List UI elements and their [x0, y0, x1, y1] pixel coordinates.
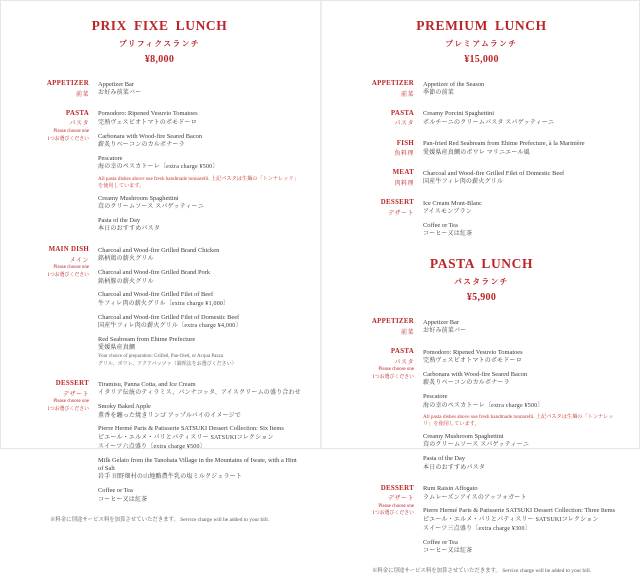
menu-section	[342, 169, 621, 192]
section-label-en: DESSERT	[55, 380, 89, 388]
item-name-en: Pan-fried Red Seabream from Ehime Prefecture, à la Marinière	[423, 140, 585, 148]
item-name-ja: 岩手 田野畑村の山地酪農牛乳の塩ミルクジェラート	[98, 474, 243, 481]
item-name-ja: 本日のおすすめパスタ	[98, 226, 161, 233]
item-name-en: Coffee or Tea	[98, 487, 133, 495]
menu-page	[320, 1, 639, 575]
section-label-ja: デザート	[387, 210, 414, 217]
menu-item	[423, 319, 621, 336]
menu-item	[423, 371, 621, 388]
menu-section	[342, 318, 621, 341]
section-label	[17, 110, 98, 239]
menu-item	[423, 507, 621, 534]
menu-item	[423, 393, 621, 410]
section-items	[423, 485, 621, 562]
section-items	[98, 80, 302, 103]
menu-item	[98, 217, 302, 234]
item-name-ja: 海の幸のペスカトーレ〔extra charge ¥500〕	[98, 164, 219, 171]
choose-one-note-en: Please choose one	[53, 128, 89, 134]
item-name-en: Pescatore	[423, 393, 448, 401]
item-name-en: Coffee or Tea	[423, 221, 458, 229]
section-label-en: MEAT	[392, 169, 414, 177]
section-label-en: DESSERT	[380, 199, 414, 207]
item-name-ja: 国産牛フィレ肉の薪火グリル〔extra charge ¥4,000〕	[98, 323, 242, 330]
section-label-ja: パスタ	[394, 121, 414, 128]
item-name-en: Creamy Mushroom Spaghettini	[98, 194, 179, 202]
menu-item	[423, 433, 621, 450]
section-label-en: PASTA	[65, 109, 89, 117]
menu-item	[98, 336, 302, 368]
item-name-en: Charcoal and Wood-fire Grilled Brand Pork	[98, 269, 211, 277]
menu-section	[17, 380, 302, 509]
section-label	[17, 80, 98, 103]
item-name-ja: 季節の前菜	[423, 90, 455, 96]
item-name-en: Pomodoro: Ripened Vesuvio Tomatoes	[423, 348, 523, 356]
section-label-ja: デザート	[62, 391, 89, 398]
item-name-en: Rum Raisin Affogato	[423, 485, 478, 493]
item-name-ja: 薪炙りベーコンのカルボナーラ	[98, 142, 185, 149]
menu-item	[98, 291, 302, 308]
section-label-ja: 魚料理	[394, 151, 414, 158]
menu-section	[17, 110, 302, 239]
menu-header	[17, 18, 302, 65]
menu-section	[342, 199, 621, 244]
item-name-ja: 銘柄豚の薪火グリル	[98, 278, 154, 285]
item-name-en: Creamy Mushroom Spaghettini	[423, 432, 504, 440]
menu-item	[423, 539, 621, 556]
section-label	[17, 246, 98, 373]
section-items	[423, 140, 621, 163]
item-name-en: Ice Cream Mont-Blanc	[423, 199, 482, 207]
section-label-ja: デザート	[387, 496, 414, 503]
menu-item	[98, 195, 302, 212]
item-name-ja: ポルチーニのクリームパスタ スパゲッティーニ	[423, 119, 555, 126]
menu-title: PASTA LUNCH	[429, 256, 534, 272]
choose-one-note-en: Please choose one	[53, 265, 89, 271]
section-items	[98, 110, 302, 239]
menu-item	[98, 403, 302, 420]
section-label-ja: 前菜	[400, 329, 414, 336]
item-name-ja: 完熟ヴェスビオトマトのポモドーロ	[423, 358, 522, 365]
menu-item	[98, 155, 302, 172]
item-name-ja: 愛媛県産真鯛のポワレ マリニエール風	[423, 149, 530, 156]
section-items	[423, 110, 621, 133]
section-items	[423, 199, 621, 244]
menu-item	[423, 455, 621, 472]
item-name-en: Coffee or Tea	[423, 538, 458, 546]
menu-item	[423, 81, 621, 98]
item-name-en: Tiramisu, Panna Cotta, and Ice Cream	[98, 380, 196, 388]
menu-item	[423, 200, 621, 217]
item-name-ja: 薪炙りベーコンのカルボナーラ	[423, 380, 510, 387]
section-label	[342, 140, 423, 163]
menu-title-ja: プレミアムランチ	[445, 39, 518, 48]
menu-item	[98, 133, 302, 150]
item-name-ja: 銘柄鶏の薪火グリル	[98, 256, 154, 263]
menu-item	[423, 349, 621, 366]
item-name-ja: 海の幸のペスカトーレ〔extra charge ¥500〕	[423, 402, 544, 409]
menu-header	[342, 256, 621, 303]
section-label-en: PASTA	[390, 348, 414, 356]
section-items	[423, 318, 621, 341]
item-name-ja: 茸のクリームソース スパゲッティーニ	[423, 442, 530, 449]
item-name-ja: ピエール・エルメ・パリとパティスリー SATSUKIコレクション	[423, 516, 599, 523]
menu-section	[17, 246, 302, 373]
menu-item	[98, 81, 302, 98]
menu-item	[423, 140, 621, 157]
item-name-ja-line2: スイーツ三点盛り〔extra charge ¥300〕	[423, 526, 531, 533]
menu-item	[423, 110, 621, 127]
item-name-en: Pasta of the Day	[98, 216, 141, 224]
item-name-en: Carbonara with Wood-fire Seared Bacon	[423, 370, 528, 378]
item-name-ja: 薫香を纏った焼きリンゴ アップルパイのイメージで	[98, 412, 242, 419]
choose-one-note-ja: 1つお選びください	[47, 136, 89, 142]
section-items	[98, 246, 302, 373]
section-label	[342, 80, 423, 103]
section-label-ja: パスタ	[69, 121, 89, 128]
item-name-en: Pescatore	[98, 154, 123, 162]
section-label-en: APPETIZER	[371, 80, 414, 87]
menu-item	[98, 487, 302, 504]
service-charge-note: ※料金に別途サービス料を加算させていただきます。 Service charge will be added to your bill.	[371, 568, 592, 575]
choose-one-note-ja: 1つお選びください	[372, 374, 414, 380]
choose-one-note-en: Please choose one	[378, 503, 414, 509]
menu-item	[98, 425, 302, 452]
choose-one-note-en: Please choose one	[378, 367, 414, 373]
item-name-en: Creamy Porcini Spaghettini	[423, 110, 494, 118]
section-label-ja: 前菜	[400, 91, 414, 98]
choose-one-note-en: Please choose one	[53, 399, 89, 405]
menu-header	[342, 18, 621, 65]
item-name-ja: アイスモンブラン	[423, 209, 473, 216]
item-name-en: Charcoal and Wood-fire Grilled Brand Chicken	[98, 246, 220, 254]
menu-section	[342, 140, 621, 163]
service-charge-note: ※料金に別途サービス料を加算させていただきます。 Service charge will be added to your bill.	[49, 516, 270, 523]
section-label-ja: 前菜	[75, 91, 89, 98]
item-name-en: Appetizer Bar	[423, 318, 460, 326]
menu-page	[1, 1, 320, 523]
menu-title: PRIX FIXE LUNCH	[91, 18, 228, 33]
section-label-en: PASTA	[390, 109, 414, 117]
item-name-en: Carbonara with Wood-fire Seared Bacon	[98, 132, 203, 140]
section-label	[17, 380, 98, 509]
section-label	[342, 169, 423, 192]
item-name-ja: 完熟ヴェスビオトマトのポモドーロ	[98, 119, 197, 126]
menu-item	[98, 314, 302, 331]
section-label	[342, 318, 423, 341]
section-items	[423, 348, 621, 477]
item-name-ja: 牛フィレ肉の薪火グリル〔extra charge ¥1,000〕	[98, 300, 230, 307]
item-name-ja: イタリア伝統のティラミス、パンナコッタ、アイスクリームの盛り合わせ	[98, 390, 301, 397]
item-name-ja: ピエール・エルメ・パリとパティスリー SATSUKIコレクション	[98, 434, 274, 441]
item-name-ja: コーヒー又は紅茶	[423, 231, 473, 238]
item-name-ja: 愛媛県産真鯛	[98, 345, 136, 352]
item-name-ja: 本日のおすすめパスタ	[423, 464, 486, 471]
item-name-en: Pomodoro: Ripened Vesuvio Tomatoes	[98, 110, 198, 118]
menu-title-ja: プリフィクスランチ	[119, 39, 200, 48]
section-label-en: MAIN DISH	[48, 246, 89, 254]
menu-item	[423, 170, 621, 187]
item-name-en: Milk Gelato from the Tanohata Village in the Mountains of Iwate, with a Hint of Salt	[98, 456, 297, 472]
section-items	[98, 380, 302, 509]
section-label-en: APPETIZER	[46, 80, 89, 87]
section-label	[342, 348, 423, 477]
section-label-en: FISH	[396, 139, 414, 147]
section-label-en: APPETIZER	[371, 318, 414, 326]
section-label-ja: メイン	[69, 257, 89, 264]
menu-price: ¥8,000	[144, 54, 175, 65]
menu-section	[342, 348, 621, 477]
menu-item	[423, 222, 621, 239]
section-label	[342, 199, 423, 244]
item-name-en: Charcoal and Wood-fire Grilled Filet of Domestic Beef	[98, 313, 240, 321]
menu-item	[98, 381, 302, 398]
menu-title: PREMIUM LUNCH	[416, 18, 547, 33]
choose-one-note-ja: 1つお選びください	[372, 511, 414, 517]
item-name-en: Charcoal and Wood-fire Grilled Filet of Domestic Beef	[423, 169, 565, 177]
menu-title-ja: パスタランチ	[454, 277, 509, 287]
menu-item	[98, 269, 302, 286]
handmade-pasta-note: All pasta dishes above use fresh handmade tonnarelli. 上記パスタは生麺の「トンナレッリ」を使用しています。	[423, 414, 614, 428]
section-items	[423, 80, 621, 103]
item-name-en: Appetizer Bar	[98, 80, 135, 88]
menu-section	[17, 80, 302, 103]
item-name-ja: お好み前菜バー	[98, 90, 142, 96]
item-name-en: Pasta of the Day	[423, 455, 466, 463]
section-label-en: DESSERT	[380, 484, 414, 492]
item-preparation-note: グリル、ポワレ、アクアパッツァ（調理法をお選びください）	[98, 361, 237, 367]
item-preparation-note: Your choice of preparation: Grilled, Pan-fried, or Acqua Pazza	[98, 354, 224, 360]
item-name-ja: お好み前菜バー	[423, 328, 467, 335]
item-name-ja-line2: スイーツ六点盛り〔extra charge ¥500〕	[98, 444, 206, 451]
item-name-en: Red Seabream from Ehime Prefecture	[98, 335, 196, 343]
section-label	[342, 110, 423, 133]
section-label-ja: パスタ	[394, 359, 414, 366]
item-name-en: Appetizer of the Season	[423, 80, 485, 88]
menu-item	[98, 247, 302, 264]
menu-section	[342, 485, 621, 562]
section-label-ja: 肉料理	[394, 180, 414, 187]
choose-one-note-ja: 1つお選びください	[47, 273, 89, 279]
choose-one-note-ja: 1つお選びください	[47, 407, 89, 413]
handmade-pasta-note: All pasta dishes above use fresh handmade tonnarelli. 上記パスタは生麺の「トンナレッリ」を使用しています。	[98, 176, 299, 189]
menu-item	[98, 110, 302, 127]
menu-section	[342, 110, 621, 133]
menu-price: ¥15,000	[464, 54, 499, 65]
menu-item	[423, 485, 621, 502]
item-name-ja: コーヒー又は紅茶	[98, 496, 148, 503]
menu-item	[98, 457, 302, 482]
item-name-en: Pierre Hermé Paris & Patisserie SATSUKI Dessert Collection: Three Items	[423, 507, 616, 515]
item-name-en: Pierre Hermé Paris & Patisserie SATSUKI Dessert Collection: Six Items	[98, 425, 284, 433]
menu-price: ¥5,900	[466, 292, 497, 304]
item-name-ja: 国産牛フィレ肉の薪火グリル	[423, 179, 504, 186]
section-label	[342, 485, 423, 562]
item-name-ja: 茸のクリームソース スパゲッティーニ	[98, 204, 205, 211]
item-name-ja: コーヒー又は紅茶	[423, 548, 473, 555]
item-name-en: Smoky Baked Apple	[98, 403, 151, 411]
item-name-en: Charcoal and Wood-fire Grilled Filet of Beef	[98, 291, 214, 299]
section-items	[423, 169, 621, 192]
item-name-ja: ラムレーズンアイスのアッフォガート	[423, 494, 527, 501]
menu-section	[342, 80, 621, 103]
